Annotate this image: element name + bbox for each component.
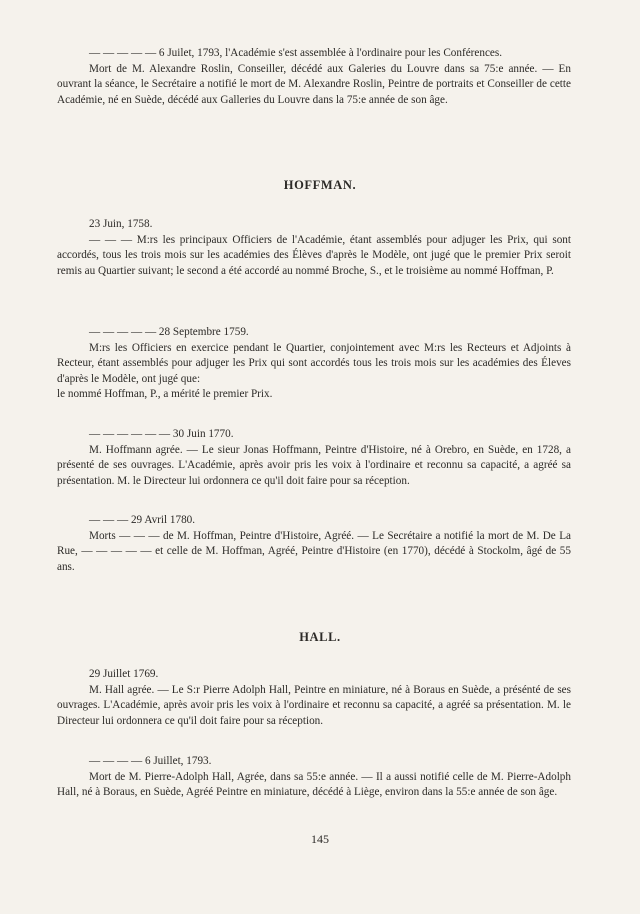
entry-text: M:rs les Officiers en exercice pendant le Quartier, conjointement avec M:rs les Recteurs et Adjoints à Recteur, étant assemblés pour adjuger les Prix qui sont accordés tous les trois mois sur les académies des Éleves d'après le Modèle, ont jugé que: (57, 341, 571, 385)
entry-hoffman-1758 (57, 217, 571, 279)
entry-hall-1769 (57, 667, 571, 729)
entry-hoffmann-1770 (57, 427, 571, 489)
entry-text: M. Hoffmann agrée. — Le sieur Jonas Hoffmann, Peintre d'Histoire, né à Orebro, en Suède, en 1728, a présenté de ses ouvrages. L'Académie, après avoir pris les voix à l'ordinaire et reconnu sa capacité, a agréé sa présentation. M. le Directeur lui ordonnera ce qu'il doit faire pour sa réception. (57, 443, 571, 487)
entry-text: — — — M:rs les principaux Officiers de l'Académie, étant assemblés pour adjuger les Prix, qui sont accordés, tous les trois mois sur les académies des Élèves d'après le Modèle, ont jugé que le premier Prix seroit remis au Quartier suivant; le second a été accordé au nommé Broche, S., et le troisième au nommé Hoffman, P. (57, 233, 571, 277)
entry-text: M. Hall agrée. — Le S:r Pierre Adolph Hall, Peintre en miniature, né à Boraus en Suède, a présénté de ses ouvrages. L'Académie, après avoir pris les voix à l'ordinaire et reconnu sa capacité, a agréé sa présentation. M. le Directeur lui ordonnera ce qu'il doit faire pour sa réception. (57, 683, 571, 727)
entry-roslin (57, 46, 571, 108)
entry-text: Mort de M. Alexandre Roslin, Conseiller, décédé aux Galeries du Louvre dans sa 75:e année. — En ouvrant la séance, le Secrétaire a notifié le mort de M. Alexandre Roslin, Peintre de portraits et Conseiller de cette Académie, né en Suède, décédé aux Galleries du Louvre dans la 75:e année de son âge. (57, 62, 571, 106)
page-number: 145 (311, 832, 329, 846)
entry-date-line: 29 Juillet 1769. (89, 668, 159, 680)
entry-date-line: — — — — — — 30 Juin 1770. (89, 428, 234, 440)
section-heading-hall: HALL. (299, 630, 341, 644)
entry-text: Morts — — — de M. Hoffman, Peintre d'Histoire, Agréé. — Le Secrétaire a notifié la mort de M. De La Rue, — — — — — et celle de M. Hoffman, Agréé, Peintre d'Histoire (en 1770), décédé à Stockolm, âgé de 55 ans. (57, 529, 571, 573)
entry-text: Mort de M. Pierre-Adolph Hall, Agrée, dans sa 55:e année. — Il a aussi notifié celle de M. Pierre-Adolph Hall, né à Boraus, en Suède, Agréé Peintre en miniature, décédé à Liège, environ dans la 55:e année de son âge. (57, 770, 571, 799)
entry-date-line: — — — — 6 Juillet, 1793. (89, 755, 212, 767)
entry-text-continuation: le nommé Hoffman, P., a mérité le premier Prix. (57, 388, 273, 401)
entry-hall-1793 (57, 754, 571, 801)
entry-date-line: — — — — — 6 Juilet, 1793, l'Académie s'est assemblée à l'ordinaire pour les Conférences. (89, 47, 503, 59)
entry-date-line: — — — — — 28 Septembre 1759. (89, 326, 249, 338)
entry-hoffman-1780 (57, 513, 571, 575)
entry-date-line: — — — 29 Avril 1780. (89, 514, 196, 526)
entry-date-line: 23 Juin, 1758. (89, 218, 153, 230)
section-heading-hoffman: HOFFMAN. (283, 178, 357, 192)
entry-hoffman-1759 (57, 325, 571, 403)
